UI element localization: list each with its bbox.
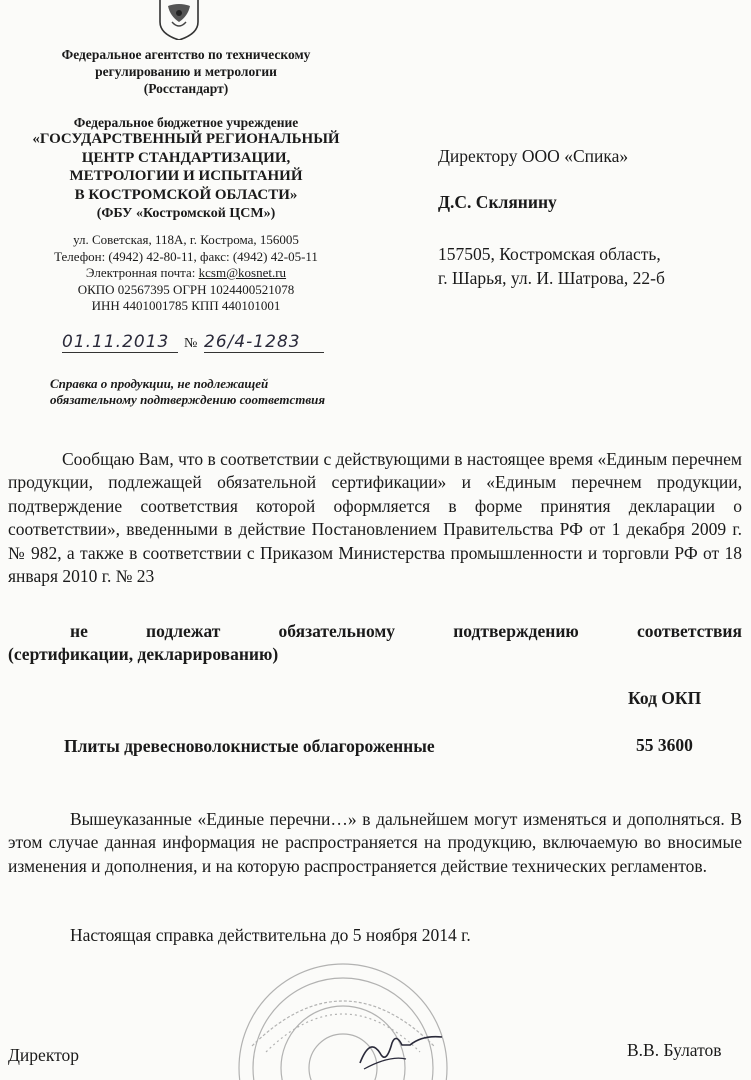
subject-line: Справка о продукции, не подлежащей: [50, 376, 269, 391]
sender-inn: ИНН 4401001785 КПП 440101001: [91, 298, 281, 313]
sender-email-line: [0, 265, 372, 282]
sender-address: ул. Советская, 118А, г. Кострома, 156005: [73, 232, 299, 247]
okp-code-header: Код ОКП: [628, 688, 702, 708]
product-name: Плиты древесноволокнистые облагороженные: [64, 736, 435, 756]
institution-abbreviation: (ФБУ «Костромской ЦСМ»): [96, 206, 276, 221]
sender-phone: Телефон: (4942) 42-80-11, факс: (4942) 42-05-11: [54, 248, 318, 264]
institution-line: ЦЕНТР СТАНДАРТИЗАЦИИ,: [81, 149, 291, 166]
statement-line: (сертификации, декларированию): [8, 644, 279, 665]
addressee-address-line: г. Шарья, ул. И. Шатрова, 22-б: [438, 268, 665, 288]
institution-type: Федеральное бюджетное учреждение: [73, 115, 299, 130]
agency-name: [0, 46, 372, 97]
registration-number: 26/4-1283: [204, 332, 324, 353]
agency-line: (Росстандарт): [143, 81, 229, 96]
signatory-position: Директор: [8, 1045, 80, 1065]
email-link[interactable]: kcsm@kosnet.ru: [198, 265, 287, 280]
addressee-name: Д.С. Склянину: [438, 192, 557, 212]
subject-line: обязательному подтверждению соответствия: [50, 392, 326, 407]
validity-statement: Настоящая справка действительна до 5 ноября 2014 г.: [70, 925, 471, 945]
body-paragraph-2: Вышеуказанные «Единые перечни…» в дальнейшем могут изменяться и дополняться. В этом случае данная информация не распространяется на продукцию, включаемую во вносимые изменения и дополнения, и на которую распространяется действие технических регламентов.: [8, 809, 742, 876]
product-okp-code: 55 3600: [636, 735, 693, 755]
institution-line: «ГОСУДАРСТВЕННЫЙ РЕГИОНАЛЬНЫЙ: [32, 131, 340, 147]
body-paragraph-1: Сообщаю Вам, что в соответствии с действующими в настоящее время «Единым перечнем продукции, подлежащей обязательной сертификации» и «Единым перечнем продукции, подтверждение соответствия которой оформляется в форме принятия декларации о соответствии», введенными в действие Постановлением Правительства РФ от 1 декабря 2009 г. № 982, а также в соответствии с Приказом Министерства промышленности и торговли РФ от 18 января 2010 г. № 23: [8, 449, 742, 587]
letter-subject: [50, 376, 380, 408]
coat-of-arms-icon: [152, 0, 206, 40]
sender-okpo: ОКПО 02567395 ОГРН 1024400521078: [77, 281, 295, 297]
registration-date: 01.11.2013: [62, 332, 178, 353]
institution-name: [0, 130, 372, 204]
not-subject-statement: [8, 620, 742, 667]
statement-line: не подлежат обязательному подтверждению соответствия: [70, 621, 742, 641]
number-sign: №: [184, 336, 198, 351]
institution-line: МЕТРОЛОГИИ И ИСПЫТАНИЙ: [69, 168, 303, 184]
contact-details: [0, 232, 372, 315]
addressee-position: Директору ООО «Спика»: [438, 146, 629, 166]
registration-line: [62, 330, 372, 358]
addressee-address-line: 157505, Костромская область,: [438, 244, 661, 264]
addressee-address: [438, 242, 738, 290]
handwritten-signature: [350, 1025, 450, 1075]
signatory-name: В.В. Булатов: [627, 1040, 722, 1060]
agency-line: регулированию и метрологии: [95, 64, 277, 79]
email-label: Электронная почта:: [85, 265, 199, 280]
agency-line: Федеральное агентство по техническому: [61, 47, 311, 62]
institution-line: В КОСТРОМСКОЙ ОБЛАСТИ»: [74, 186, 298, 203]
